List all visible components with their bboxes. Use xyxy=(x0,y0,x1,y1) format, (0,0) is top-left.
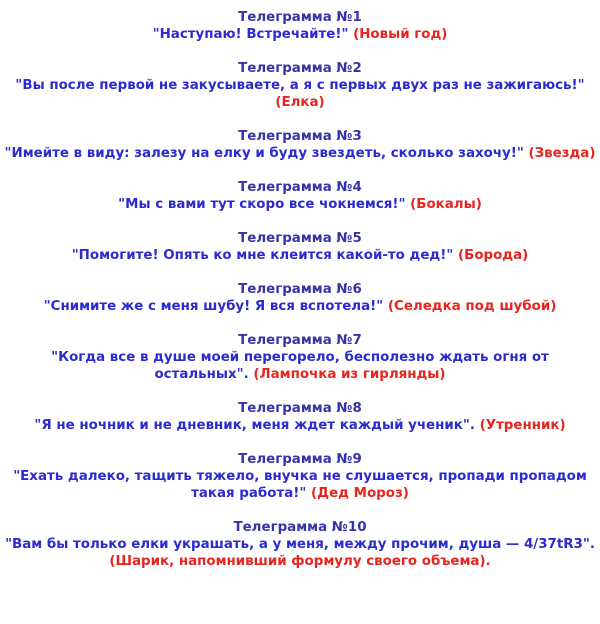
telegram-title: Телеграмма №1 xyxy=(238,10,362,25)
telegram-title: Телеграмма №5 xyxy=(238,231,362,246)
telegram-title: Телеграмма №6 xyxy=(238,282,362,297)
telegram-answer: (Дед Мороз) xyxy=(311,486,409,501)
telegram-answer: (Селедка под шубой) xyxy=(387,299,557,314)
telegram-text: "Наступаю! Встречайте!" xyxy=(152,27,349,42)
telegram-text: "Когда все в душе моей перегорело, бесполезно ждать огня от остальных". xyxy=(51,350,549,382)
telegram-title: Телеграмма №10 xyxy=(233,520,367,535)
telegram-text: "Снимите же с меня шубу! Я вся вспотела!" xyxy=(43,299,384,314)
telegram-text: "Вы после первой не закусываете, а я с первых двух раз не зажигаюсь!" xyxy=(15,78,585,93)
telegram-title: Телеграмма №9 xyxy=(238,452,362,467)
telegram-title: Телеграмма №3 xyxy=(238,129,362,144)
telegram-text: "Мы с вами тут скоро все чокнемся!" xyxy=(118,197,406,212)
telegram-text: "Помогите! Опять ко мне клеится какой-то дед!" xyxy=(71,248,454,263)
telegram-7 xyxy=(0,332,600,383)
telegram-8 xyxy=(0,400,600,434)
telegram-answer: (Борода) xyxy=(458,248,529,263)
telegram-text: "Вам бы только елки украшать, а у меня, между прочим, душа — 4/37tR3". xyxy=(5,537,595,552)
telegram-text: "Я не ночник и не дневник, меня ждет каждый ученик". xyxy=(34,418,475,433)
telegram-answer: (Шарик, напомнивший формулу своего объема). xyxy=(109,554,491,569)
telegram-title: Телеграмма №8 xyxy=(238,401,362,416)
telegram-answer: (Лампочка из гирлянды) xyxy=(253,367,446,382)
telegram-answer: (Звезда) xyxy=(528,146,596,161)
telegram-title: Телеграмма №2 xyxy=(238,61,362,76)
telegram-3 xyxy=(0,128,600,162)
telegram-4 xyxy=(0,179,600,213)
telegram-answer: (Бокалы) xyxy=(410,197,482,212)
telegram-title: Телеграмма №7 xyxy=(238,333,362,348)
telegram-6 xyxy=(0,281,600,315)
telegram-5 xyxy=(0,230,600,264)
telegram-text: "Ехать далеко, тащить тяжело, внучка не слушается, пропади пропадом такая работа!" xyxy=(13,469,587,501)
telegram-answer: (Елка) xyxy=(275,95,325,110)
telegram-2 xyxy=(0,60,600,111)
telegram-title: Телеграмма №4 xyxy=(238,180,362,195)
telegram-text: "Имейте в виду: залезу на елку и буду звездеть, сколько захочу!" xyxy=(4,146,524,161)
telegram-answer: (Новый год) xyxy=(353,27,448,42)
telegram-10 xyxy=(0,519,600,570)
telegram-1 xyxy=(0,9,600,43)
telegram-answer: (Утренник) xyxy=(479,418,566,433)
telegram-9 xyxy=(0,451,600,502)
